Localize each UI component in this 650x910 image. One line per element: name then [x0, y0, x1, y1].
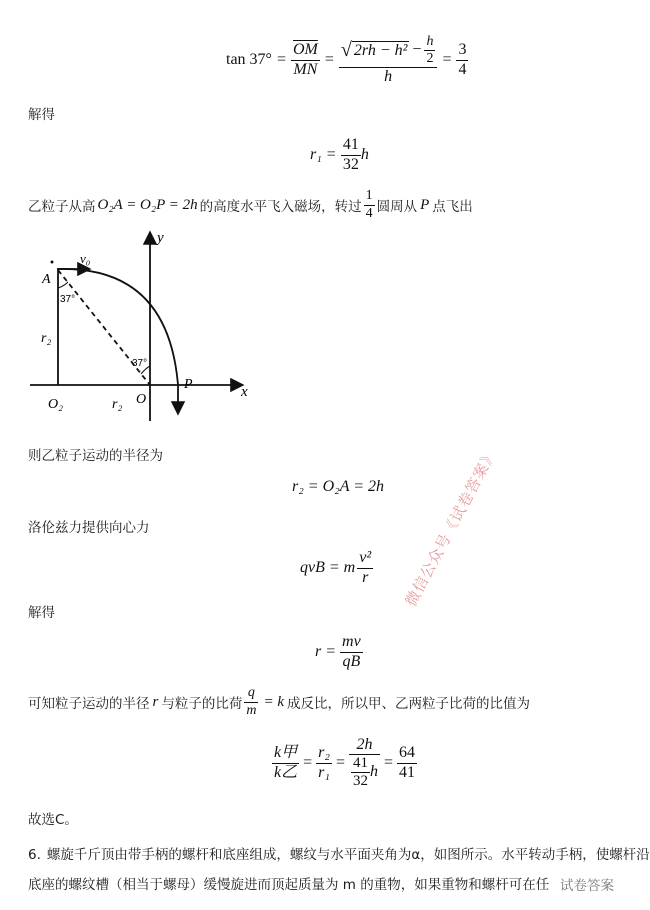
question-6-line1: [28, 843, 650, 863]
eq-ratio-f3-num: 2h: [349, 736, 380, 755]
eq1-frac1-num: $\overline{OM}$: [291, 41, 320, 60]
eq-r-num: mv: [340, 633, 363, 652]
label-y: y: [157, 230, 164, 246]
eq-r1-var: h: [360, 146, 369, 163]
magnetic-field-diagram: [28, 226, 258, 426]
eq1-frac2-den: h: [384, 67, 393, 85]
angle-arc-a: [58, 282, 68, 288]
eq-r1-lhs: r₁: [310, 146, 322, 163]
eq-ratio-f1-num: k甲: [272, 744, 299, 763]
eq-r1-num: 41: [341, 136, 361, 155]
line-answer: 故选C。: [28, 812, 78, 828]
eq1-rhs-num: 3: [456, 41, 468, 60]
label-jiede-1: 解得: [28, 107, 55, 123]
corner-logo-text: 试卷答案: [560, 878, 614, 894]
eq-ratio-f3-den-num: 41: [351, 755, 370, 773]
eq-qvb-lhs: qvB = m: [300, 559, 356, 576]
eq-ratio-f2-num: r₂: [316, 744, 332, 763]
eq1-root: 2rh − h²: [353, 41, 408, 59]
eq-ratio-f3-den-den: 32: [352, 773, 368, 790]
line-yi-middle: 的高度水平飞入磁场，转过: [199, 199, 362, 215]
line-yi-point: P: [420, 196, 430, 213]
label-jiede-2: 解得: [28, 605, 55, 621]
eq-ratio-f1-den: k乙: [274, 763, 298, 781]
label-o: O: [136, 392, 147, 407]
line-yi-frac-den: 4: [365, 205, 373, 221]
label-37-a: 37°: [60, 294, 76, 305]
line-yi-math: O₂A = O₂P = 2h: [97, 196, 198, 213]
point-a-dot: [51, 261, 54, 264]
eq-ratio-f3-den-var: h: [369, 763, 378, 781]
eq-r-den: qB: [342, 652, 361, 670]
eq1-2: 2: [426, 50, 434, 66]
equation-r: [315, 628, 363, 676]
line-ratio-frac-den: m: [246, 702, 257, 718]
eq-r-lhs: r =: [315, 643, 337, 660]
eq1-lhs: tan 37°: [226, 51, 272, 68]
watermark: 微信公众号《试卷答案》: [401, 445, 501, 610]
eq1-minus: −: [412, 41, 422, 59]
label-37-o: 37°: [132, 358, 148, 369]
eq1-rhs-den: 4: [458, 60, 467, 78]
line-yi-particle: [28, 186, 473, 224]
equation-r2: r₂ = O₂A = 2h: [292, 478, 384, 495]
equation-tan37: tan 37° = $\frac{\overline{OM}}{MN}$ = √ 2rh − h² − $\frac{h}{2}$ h = $\frac{3}{4}$: [226, 33, 467, 85]
line-yi-end: 点飞出: [432, 199, 473, 215]
line-yi-after: 圆周从: [376, 199, 418, 215]
line-ratio: [28, 682, 530, 722]
eq-ratio-f4-num: 64: [397, 744, 417, 763]
eq-r1-den: 32: [342, 155, 359, 173]
label-o2: O₂: [48, 397, 63, 412]
line-yi-frac-num: 1: [364, 188, 375, 205]
line-ratio-after: 成反比，所以甲、乙两粒子比荷的比值为: [287, 696, 530, 712]
equation-ratio: $\frac{\text{k甲}}{\text{k乙}}$ = $\frac{\text{r₂}}{\text{r₁}}$ = 2h $\frac{41}{32}$ h = $\frac{64}{41}$: [274, 735, 415, 790]
line-ratio-frac-num: q: [244, 685, 258, 702]
eq1-frac1-den: MN: [293, 60, 318, 78]
eq1-h: h: [424, 34, 435, 51]
label-x: x: [241, 384, 248, 400]
trajectory-arc: [58, 269, 178, 412]
line-ratio-eqk: = k: [263, 693, 284, 710]
eq-qvb-num: v²: [357, 549, 373, 568]
eq1-frac-om-mn: [291, 41, 320, 79]
eq-ratio-f2-den: r₁: [318, 763, 330, 781]
line-ratio-r: r: [152, 693, 159, 710]
eq1-frac-3-4: [456, 41, 468, 79]
label-v0: v₀: [80, 251, 91, 266]
label-p: P: [184, 377, 193, 392]
line-ratio-mid: 与粒子的比荷: [161, 696, 243, 712]
question-6-line2: [28, 873, 549, 893]
question-6-number: 6.: [28, 847, 41, 863]
label-r2-bottom: r₂: [112, 397, 123, 412]
eq-qvb-den: r: [362, 568, 369, 586]
question-6-text2: 底座的螺纹槽（相当于螺母）缓慢旋进而顶起质量为 m 的重物，如果重物和螺杆可在任: [28, 877, 550, 893]
label-r2-left: r₂: [41, 331, 52, 346]
line-yi-before: 乙粒子从高: [28, 199, 96, 215]
line-ratio-before: 可知粒子运动的半径: [28, 696, 150, 712]
line-lorentz: 洛伦兹力提供向心力: [28, 520, 150, 536]
equation-r1: r₁ = $\frac{41}{32}$ h: [310, 136, 369, 173]
line-radius: 则乙粒子运动的半径为: [28, 448, 163, 464]
eq-ratio-f4-den: 41: [399, 763, 415, 781]
label-a: A: [42, 272, 51, 287]
eq1-frac-root: √ 2rh − h² − $\frac{h}{2}$ h: [339, 34, 438, 87]
question-6-text1: 螺旋千斤顶由带手柄的螺杆和底座组成，螺纹与水平面夹角为α，如图所示。水平转动手柄，使螺杆沿: [46, 847, 650, 863]
equation-qvb: [300, 544, 373, 592]
